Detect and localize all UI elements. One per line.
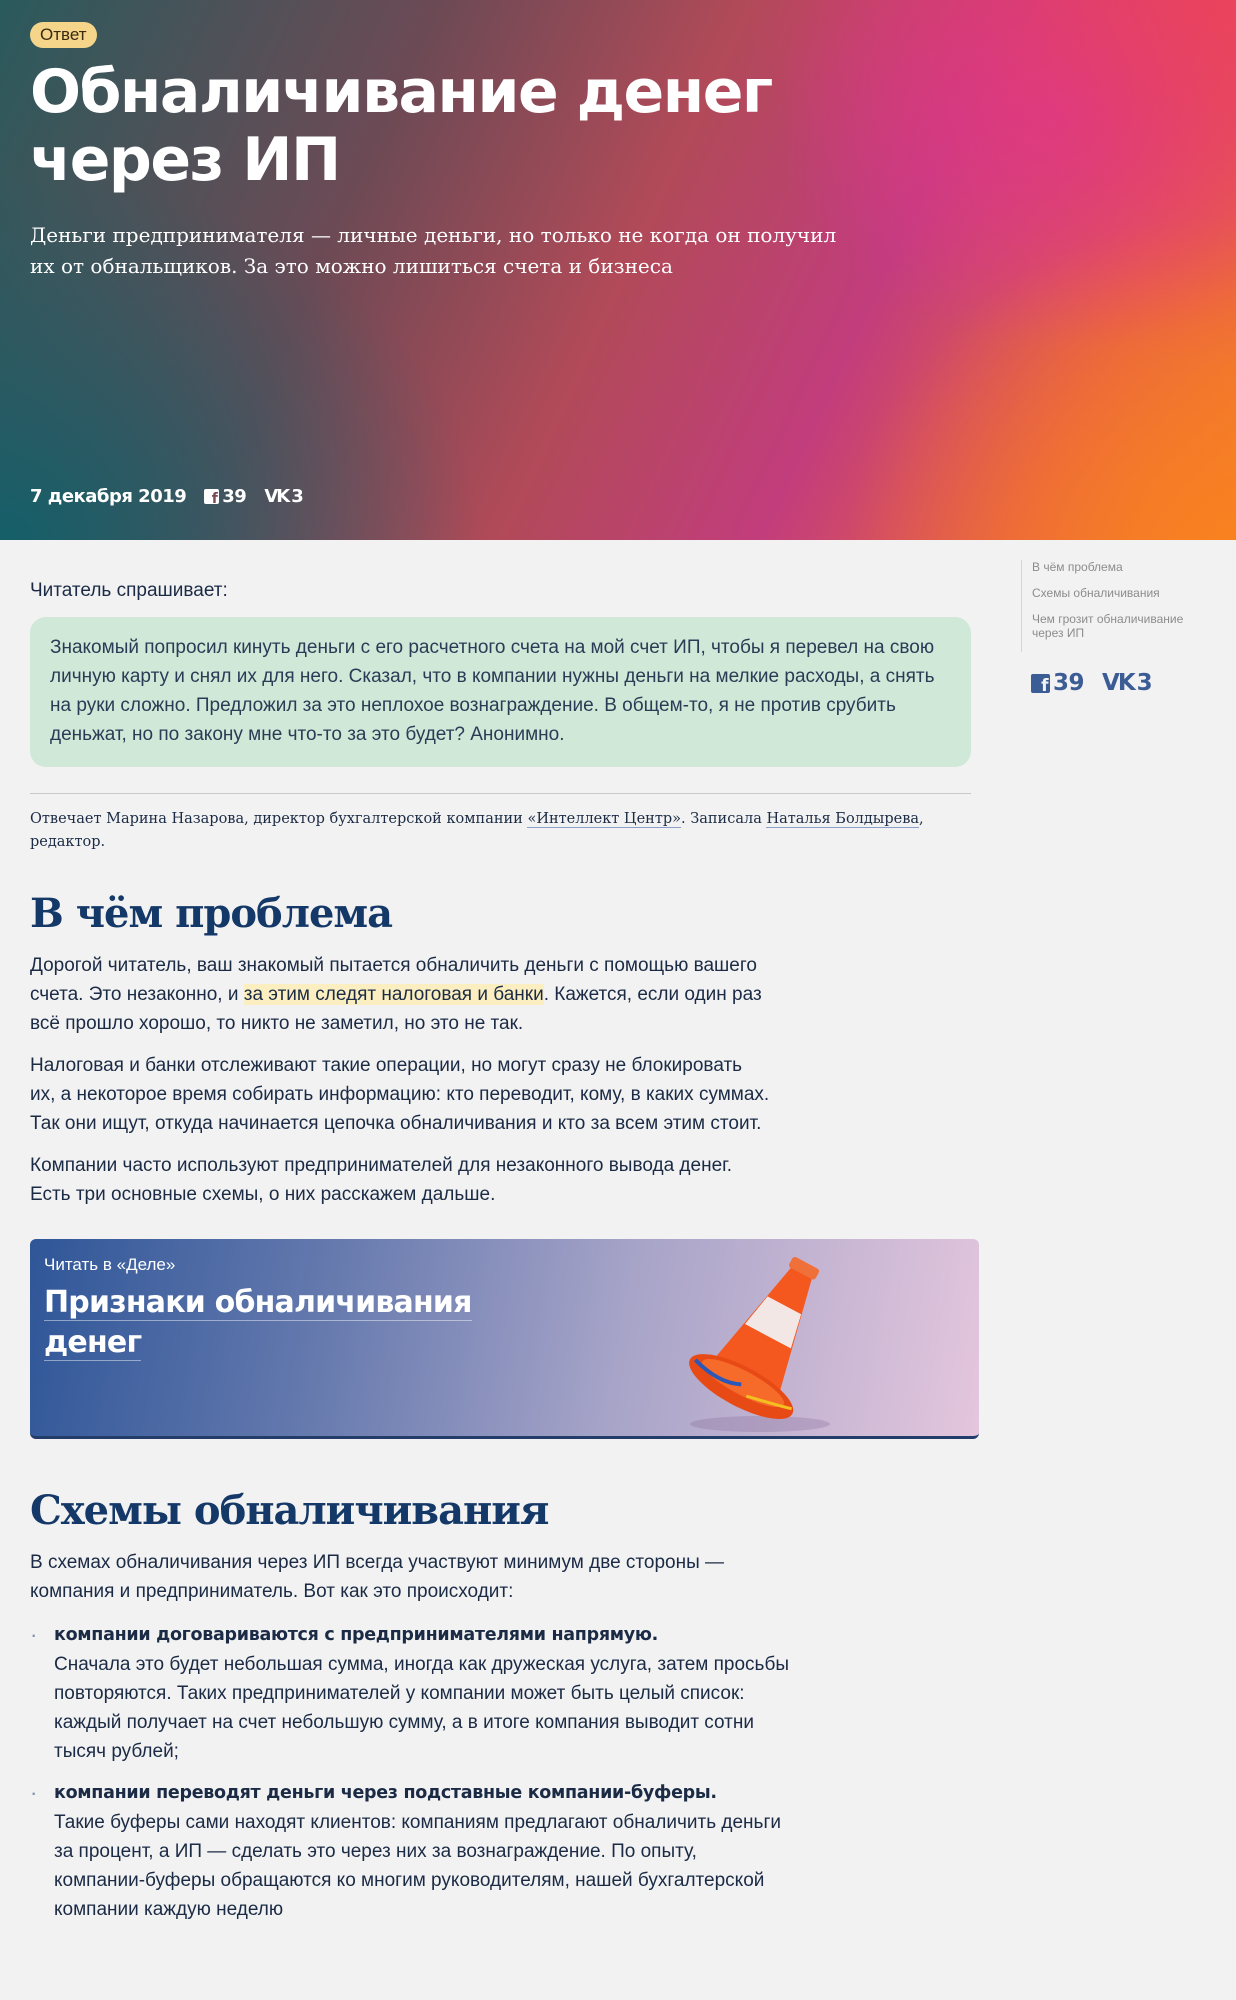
sidebar-vk-count: 3: [1136, 670, 1153, 696]
toc-item-problem[interactable]: В чём проблема: [1032, 560, 1123, 574]
sidebar-share: [1031, 670, 1152, 696]
vk-icon: VK: [264, 486, 289, 507]
article-body: [30, 580, 980, 1936]
reader-question: Знакомый попросил кинуть деньги с его расчетного счета на мой счет ИП, чтобы я перевел на свою личную карту и снял их для него. Сказал, что в компании нужны деньги на мелкие расходы, а снять на руки сложно. Предложил за это неплохое вознаграждение. В общем-то, я не против срубить деньжат, но по закону мне что-то за это будет? Анонимно.: [30, 617, 971, 767]
facebook-icon: [204, 489, 219, 504]
article-lead: Деньги предпринимателя — личные деньги, но только не когда он получил их от обнальщиков. За это можно лишиться счета и бизнеса: [30, 223, 837, 278]
author-link[interactable]: Наталья Болдырева: [766, 811, 920, 827]
facebook-share-button[interactable]: [204, 486, 246, 507]
list-item-lead: компании договариваются с предпринимателями напрямую.: [54, 1625, 658, 1645]
article-type-badge: Ответ: [30, 22, 97, 48]
reader-asks-label: Читатель спрашивает:: [30, 580, 228, 601]
article-meta: [30, 486, 303, 507]
article-hero: [0, 0, 1236, 540]
vk-share-count: 3: [291, 486, 304, 507]
text: . Кажется, если один раз всё прошло хорошо, то никто не заметил, но это не так.: [30, 984, 762, 1034]
article-byline: [30, 808, 971, 854]
article-date: 7 декабря 2019: [30, 486, 187, 507]
traffic-cone-illustration: [650, 1239, 870, 1439]
list-item-text: Такие буферы сами находят клиентов: компаниям предлагают обналичить деньги за процент, а ИП — сделать это через них за вознаграждение. По опыту, компании-буферы обращаются ко многим руководителям, нашей бухгалтерской компании каждую неделю: [54, 1812, 781, 1920]
sidebar-facebook-share-button[interactable]: [1031, 670, 1084, 696]
toc-item-risks[interactable]: Чем грозит обналичивание через ИП: [1032, 612, 1184, 640]
article-title: Обналичивание денег через ИП: [30, 57, 772, 195]
vk-share-button[interactable]: [264, 486, 303, 507]
related-title-line: Признаки обналичивания: [44, 1285, 472, 1320]
paragraph: В схемах обналичивания через ИП всегда участвуют минимум две стороны — компания и предприниматель. Вот как это происходит:: [30, 1552, 725, 1602]
byline-suffix: , редактор.: [30, 811, 924, 850]
table-of-contents: [1021, 560, 1211, 652]
list-item: [30, 1778, 790, 1924]
section-heading-problem: В чём проблема: [30, 890, 393, 937]
related-article-title: [44, 1283, 544, 1363]
vk-icon: VK: [1102, 670, 1134, 696]
byline-prefix: Отвечает Марина Назарова, директор бухгалтерской компании: [30, 811, 528, 827]
list-item-text: Сначала это будет небольшая сумма, иногда как дружеская услуга, затем просьбы повторяются. Таких предпринимателей у компании может быть целый список: каждый получает на счет небольшую сумму, а в итоге компания выводит сотни тысяч рублей;: [54, 1654, 789, 1762]
facebook-icon: [1031, 674, 1050, 693]
facebook-share-count: 39: [222, 486, 247, 507]
divider: [30, 793, 971, 794]
paragraph: Компании часто используют предпринимателей для незаконного вывода денег. Есть три основные схемы, о них расскажем дальше.: [30, 1155, 733, 1205]
list-item-lead: компании переводят деньги через подставные компании-буферы.: [54, 1783, 717, 1803]
related-article-card[interactable]: [30, 1239, 979, 1439]
related-article-kicker: Читать в «Деле»: [44, 1255, 176, 1274]
list-item: [30, 1620, 790, 1766]
text: Дорогой читатель, ваш знакомый пытается обналичить деньги с помощью вашего счета. Это незаконно, и: [30, 955, 757, 1005]
sidebar-vk-share-button[interactable]: [1102, 670, 1152, 696]
section-heading-schemes: Схемы обналичивания: [30, 1487, 549, 1534]
byline-middle: . Записала: [681, 811, 767, 827]
sidebar-facebook-count: 39: [1053, 670, 1085, 696]
company-link[interactable]: «Интеллект Центр»: [527, 811, 681, 827]
paragraph: Налоговая и банки отслеживают такие операции, но могут сразу не блокировать их, а некоторое время собирать информацию: кто переводит, кому, в каких суммах. Так они ищут, откуда начинается цепочка обналичивания и кто за всем этим стоит.: [30, 1055, 770, 1134]
paragraph: [30, 951, 770, 1038]
toc-item-schemes[interactable]: Схемы обналичивания: [1032, 586, 1160, 600]
related-title-line: денег: [44, 1325, 142, 1360]
schemes-list: [30, 1620, 790, 1924]
highlighted-text[interactable]: за этим следят налоговая и банки: [243, 984, 544, 1005]
